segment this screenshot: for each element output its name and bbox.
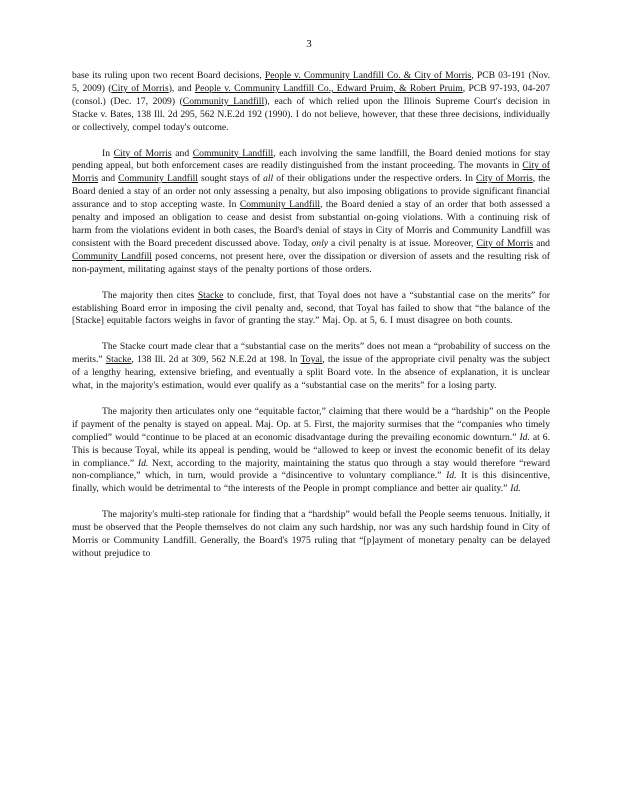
paragraph-3: The majority then cites Stacke to conclude, first, that Toyal does not have a “substantial case on the merits” for establishing Board error in imposing the civil penalty and, second, that Toyal has failed to show that “the balance of the [Stacke] equitable factors weighs in favor of granting the stay.” Maj. Op. at 5, 6. I must disagree on both counts. [72, 289, 550, 327]
paragraph-6: The majority's multi-step rationale for finding that a “hardship” would befall the People seems tenuous. Initially, it must be observed that the People themselves do not claim any such hardship, nor was any such hardship found in City of Morris or Community Landfill. Generally, the Board's 1975 ruling that “[p]ayment of monetary penalty can be delayed without prejudice to [72, 509, 550, 559]
paragraph-5: The majority then articulates only one “equitable factor,” claiming that there would be a “hardship” on the People if payment of the penalty is stayed on appeal. Maj. Op. at 5. First, the majority surmises that the “companies who timely complied” would “continue to be placed at an economic disadvantage during the prevailing economic downturn.” Id. at 6. This is because Toyal, while its appeal is pending, would be “allowed to keep or invest the economic benefit of its delay in compliance.” Id. Next, according to the majority, maintaining the status quo through a stay would therefore “reward non-compliance,” which, in turn, would provide a “disincentive to voluntary compliance.” Id. It is this disincentive, finally, which would be detrimental to “the interests of the People in prompt compliance and better air quality.” Id. [72, 405, 550, 495]
paragraph-4: The Stacke court made clear that a “substantial case on the merits” does not mean a “probability of success on the merits.” Stacke, 138 Ill. 2d at 309, 562 N.E.2d at 198. In Toyal, the issue of the appropriate civil penalty was the subject of a lengthy hearing, extensive briefing, and eventually a split Board vote. In the absence of explanation, it is unclear what, in the majority's estimation, would ever qualify as a “substantial case on the merits” for a losing party. [72, 341, 550, 392]
page-number: 3 [306, 38, 312, 50]
paragraph-2: In City of Morris and Community Landfill, each involving the same landfill, the Board denied motions for stay pending appeal, but both enforcement cases are readily distinguished from the instant proceeding. The movants in City of Morris and Community Landfill sought stays of all of their obligations under the respective orders. In City of Morris, the Board denied a stay of an order not only assessing a penalty, but also imposing obligations to provide significant financial assurance and to stop accepting waste. In Community Landfill, the Board denied a stay of an order that both assessed a penalty and imposed an obligation to cease and desist from substantial on-going violations. With a continuing risk of harm from the violations evident in both cases, the Board's denial of stays in City of Morris and Community Landfill was consistent with the Board precedent discussed above. Today, only a civil penalty is at issue. Moreover, City of Morris and Community Landfill posed concerns, not present here, over the dissipation or diversion of assets and the resulting risk of non-payment, militating against stays of the penalty portions of those orders. [72, 147, 550, 275]
paragraph-1: base its ruling upon two recent Board decisions, People v. Community Landfill Co. & City of Morris, PCB 03-191 (Nov. 5, 2009) (City of Morris), and People v. Community Landfill Co., Edward Pruim, & Robert Pruim, PCB 97-193, 04-207 (consol.) (Dec. 17, 2009) (Community Landfill), each of which relied upon the Illinois Supreme Court's decision in Stacke v. Bates, 138 Ill. 2d 295, 562 N.E.2d 192 (1990). I do not believe, however, that these three decisions, individually or collectively, compel today's outcome. [72, 70, 551, 133]
document-body [72, 70, 550, 574]
